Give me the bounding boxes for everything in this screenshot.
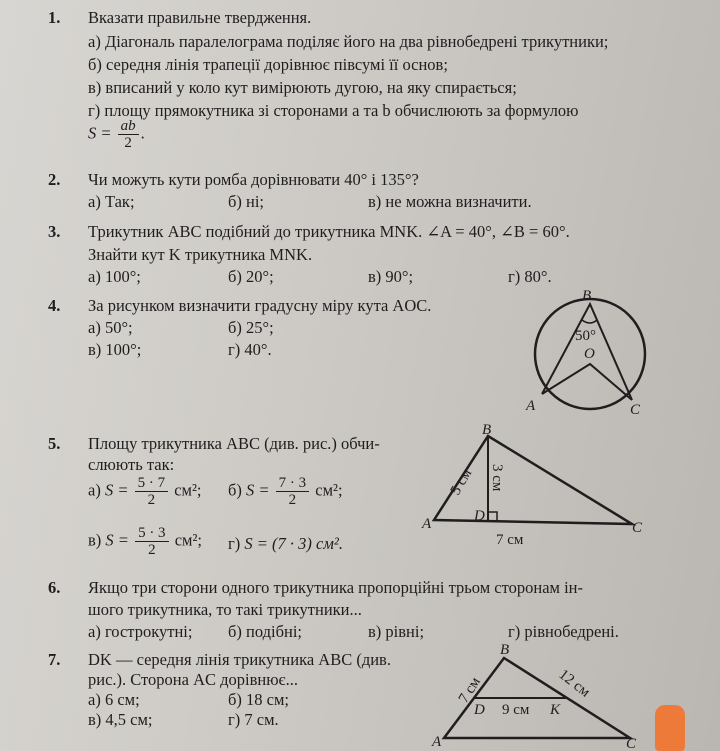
q1-formula xyxy=(88,118,145,151)
q5-option-c-num: 5 · 3 xyxy=(135,525,169,542)
q4-label-b: B xyxy=(582,288,592,304)
q6-option-b: б) подібні; xyxy=(228,622,302,641)
q5-option-b-num: 7 · 3 xyxy=(276,475,310,492)
q3-option-a: а) 100°; xyxy=(88,267,141,286)
q5-option-a-lhs: S = xyxy=(104,480,129,500)
q7-triangle-figure xyxy=(430,640,640,751)
q5-label-a: A xyxy=(422,516,432,532)
q5-option-d xyxy=(228,534,343,554)
orange-marker-tab xyxy=(655,705,685,751)
q4-label-o: O xyxy=(584,346,595,362)
q5-option-c-fraction xyxy=(135,525,169,558)
q7-label-dk: 9 см xyxy=(502,702,530,718)
q6-option-a: а) гострокутні; xyxy=(88,622,193,641)
q5-option-a-unit: см²; xyxy=(174,480,202,500)
q5-number: 5. xyxy=(48,434,61,453)
q5-option-d-label: г) xyxy=(228,534,241,553)
q4-label-c: C xyxy=(630,402,641,418)
q5-option-a-fraction xyxy=(135,475,169,508)
q3-text-2: Знайти кут K трикутника MNK. xyxy=(88,245,313,264)
q7-number: 7. xyxy=(48,650,61,669)
q5-option-d-expr: S = (7 · 3) см². xyxy=(244,534,343,553)
q7-label-c: C xyxy=(626,736,637,751)
q5-option-b-den: 2 xyxy=(288,492,297,508)
q5-triangle-figure xyxy=(420,420,650,550)
q6-text-2: шого трикутника, то такі трикутники... xyxy=(88,600,362,619)
q7-label-bc: 12 см xyxy=(555,666,593,701)
q1-text: Вказати правильне твердження. xyxy=(88,8,312,27)
q5-label-ac: 7 см xyxy=(496,532,524,548)
q5-option-c-lhs: S = xyxy=(105,530,129,550)
q4-label-a: A xyxy=(526,398,536,414)
q5-label-ab: 5 см xyxy=(447,466,476,498)
q3-option-b: б) 20°; xyxy=(228,267,274,286)
q4-label-angle: 50° xyxy=(575,328,596,344)
q7-option-d: г) 7 см. xyxy=(228,710,279,729)
q5-label-b: B xyxy=(482,422,492,438)
q5-option-b xyxy=(228,475,343,508)
q4-number: 4. xyxy=(48,296,61,315)
q5-option-a xyxy=(88,475,202,508)
q7-label-k: K xyxy=(550,702,561,718)
q6-option-d: г) рівнобедрені. xyxy=(508,622,619,641)
q1-formula-denominator: 2 xyxy=(124,135,132,151)
q1-formula-lhs: S = xyxy=(88,123,112,143)
q1-formula-end: . xyxy=(140,123,145,143)
q4-option-b: б) 25°; xyxy=(228,318,274,337)
q7-option-a: а) 6 см; xyxy=(88,690,140,709)
q7-label-a: A xyxy=(432,734,442,750)
q7-option-c: в) 4,5 см; xyxy=(88,710,153,729)
q1-option-b: б) середня лінія трапеції дорівнює півсумі її основ; xyxy=(88,55,448,74)
q7-text: DK — середня лінія трикутника ABC (див. xyxy=(88,650,391,669)
q1-option-a: а) Діагональ паралелограма поділяє його на два рівнобедрені трикутники; xyxy=(88,32,609,51)
q6-number: 6. xyxy=(48,578,61,597)
q4-angle-arc xyxy=(582,320,597,323)
q1-option-d: г) площу прямокутника зі сторонами a та b обчислюють за формулою xyxy=(88,101,579,120)
q5-option-b-label: б) xyxy=(228,480,242,500)
q1-number: 1. xyxy=(48,8,61,27)
q5-option-b-lhs: S = xyxy=(246,480,270,500)
q5-option-a-den: 2 xyxy=(147,492,156,508)
q5-option-b-fraction xyxy=(276,475,310,508)
q3-number: 3. xyxy=(48,222,61,241)
q2-number: 2. xyxy=(48,170,61,189)
q4-circle-figure xyxy=(520,282,660,422)
q3-option-c: в) 90°; xyxy=(368,267,414,286)
q1-formula-numerator: ab xyxy=(118,118,139,135)
q1-option-c: в) вписаний у коло кут вимірюють дугою, на яку спирається; xyxy=(88,78,517,97)
q4-option-a: а) 50°; xyxy=(88,318,133,337)
q3-option-d: г) 80°. xyxy=(508,267,552,286)
q5-option-c-unit: см²; xyxy=(174,530,202,550)
q4-option-d: г) 40°. xyxy=(228,340,272,359)
q2-option-c: в) не можна визначити. xyxy=(368,192,532,211)
q2-option-b: б) ні; xyxy=(228,192,265,211)
q6-text: Якщо три сторони одного трикутника пропорційні трьом сторонам ін- xyxy=(88,578,583,597)
q7-option-b: б) 18 см; xyxy=(228,690,289,709)
q7-label-d: D xyxy=(474,702,485,718)
q7-label-b: B xyxy=(500,642,510,658)
q5-option-b-unit: см²; xyxy=(315,480,343,500)
q5-option-c xyxy=(88,525,202,558)
q5-option-c-den: 2 xyxy=(148,542,156,558)
q5-option-a-num: 5 · 7 xyxy=(135,475,169,492)
q5-text: Площу трикутника ABC (див. рис.) обчи- xyxy=(88,434,380,453)
q5-label-bd: 3 см xyxy=(489,464,505,492)
q7-text-2: рис.). Сторона AC дорівнює... xyxy=(88,670,299,689)
q7-label-ab: 7 см xyxy=(455,674,484,707)
q4-option-c: в) 100°; xyxy=(88,340,142,359)
q2-text: Чи можуть кути ромба дорівнювати 40° і 135°? xyxy=(88,170,419,189)
q2-option-a: а) Так; xyxy=(88,192,135,211)
q5-option-c-label: в) xyxy=(88,530,102,550)
q3-text: Трикутник ABC подібний до трикутника MNK. ∠A = 40°, ∠B = 60°. xyxy=(88,222,570,241)
q6-option-c: в) рівні; xyxy=(368,622,425,641)
q5-option-a-label: а) xyxy=(88,480,101,500)
q5-label-d: D xyxy=(474,508,485,524)
q1-formula-fraction xyxy=(118,118,139,151)
q5-text-2: слюють так: xyxy=(88,455,175,474)
q4-text: За рисунком визначити градусну міру кута AOC. xyxy=(88,296,432,315)
q5-right-angle xyxy=(488,512,497,521)
q5-label-c: C xyxy=(632,520,643,536)
